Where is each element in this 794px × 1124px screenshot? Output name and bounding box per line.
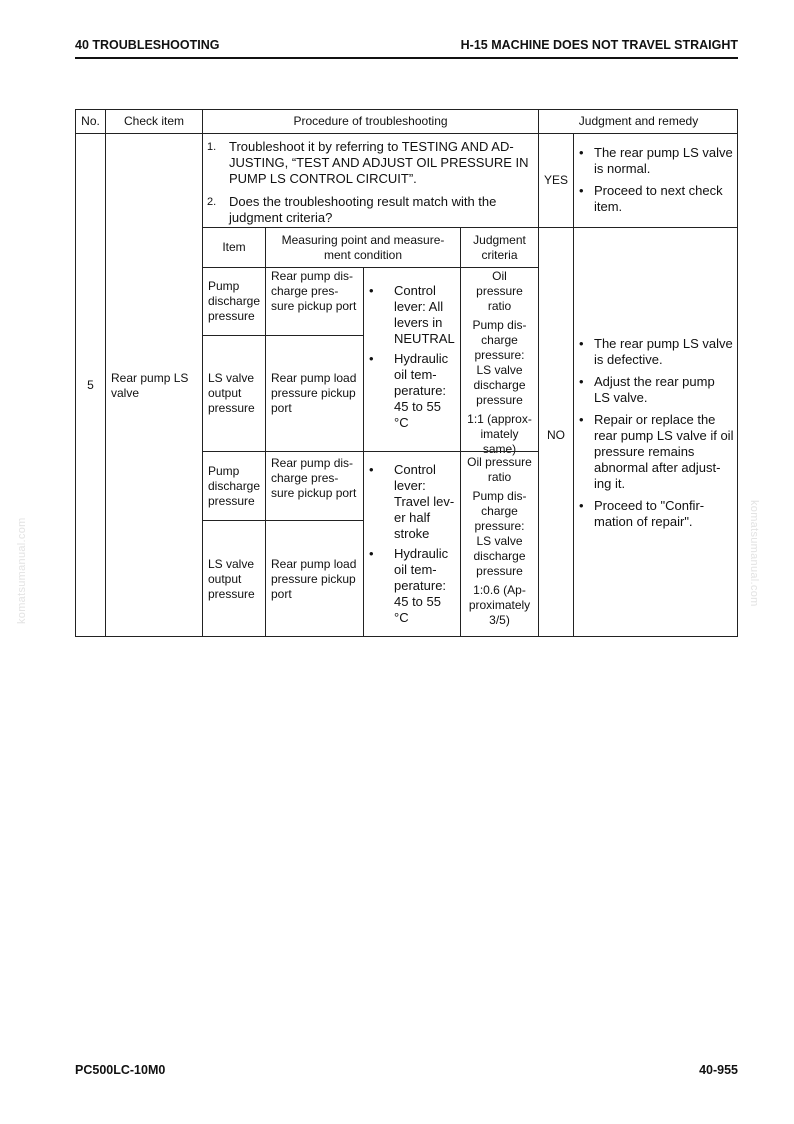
criteria-title: Oil pressure ratio (467, 455, 532, 484)
remedy-item: • The rear pump LS valve is normal. (574, 145, 734, 177)
condition-item: • Control lever: Travel lev-er half stroke (364, 462, 458, 542)
yes-label: YES (538, 133, 573, 227)
criteria-value: 1:0.6 (Ap-proximately 3/5) (468, 583, 531, 627)
no-label (538, 227, 573, 637)
no-remedy (573, 227, 738, 637)
header-no: No. (75, 109, 105, 133)
criteria-value: 1:1 (approx-imately same) (467, 412, 532, 456)
criteria-formula: Pump dis-charge pressure: LS valve discharge pressure (472, 489, 527, 578)
measure-point: Rear pump dis-charge pres-sure pickup port (265, 451, 363, 520)
page-header (75, 37, 738, 59)
measure-conditions (363, 451, 460, 637)
measure-point: Rear pump load pressure pickup port (265, 335, 363, 451)
remedy-item: • Proceed to next check item. (574, 183, 734, 215)
step-item: 1. Troubleshoot it by referring to TESTING AND AD-JUSTING, “TEST AND ADJUST OIL PRESSURE IN PUMP LS CONTROL CIRCUIT”. (207, 139, 529, 186)
check-item-cell (105, 133, 202, 637)
subheader-item: Item (202, 227, 265, 267)
watermark-right: komatsumanual.com (748, 500, 760, 607)
remedy-item: • Repair or replace the rear pump LS valve if oil pressure remains abnormal after adjust-ing it. (574, 412, 734, 492)
row-number: 5 (75, 133, 105, 637)
header-check-item: Check item (105, 109, 202, 133)
topic-title: H-15 MACHINE DOES NOT TRAVEL STRAIGHT (460, 38, 738, 52)
yes-remedy (573, 133, 738, 227)
measure-item: Pump discharge pressure (202, 451, 265, 520)
measure-conditions (363, 267, 460, 451)
criteria-formula: Pump dis-charge pressure: LS valve discharge pressure (472, 318, 527, 407)
measure-item: LS valve output pressure (202, 335, 265, 451)
procedure-steps (202, 133, 538, 227)
check-item-text: Rear pump LS valve (111, 370, 189, 400)
no-label-text: NO (547, 428, 565, 442)
remedy-item: • The rear pump LS valve is defective. (574, 336, 734, 368)
criteria-title: Oil pressure ratio (476, 269, 523, 313)
header-judgment: Judgment and remedy (538, 109, 738, 133)
remedy-item: • Proceed to "Confir-mation of repair". (574, 498, 734, 530)
measure-point: Rear pump dis-charge pres-sure pickup port (265, 267, 363, 335)
measure-item: Pump discharge pressure (202, 267, 265, 335)
watermark-left: komatsumanual.com (16, 517, 28, 624)
subheader-criteria: Judgment criteria (460, 227, 538, 267)
condition-item: • Hydraulic oil tem-perature: 45 to 55 °C (364, 546, 458, 626)
section-title: 40 TROUBLESHOOTING (75, 38, 220, 52)
subheader-measuring: Measuring point and measure-ment condition (265, 227, 460, 267)
measure-item: LS valve output pressure (202, 520, 265, 637)
judgment-criteria (460, 451, 538, 637)
condition-item: • Control lever: All levers in NEUTRAL (364, 283, 458, 347)
header-procedure: Procedure of troubleshooting (202, 109, 538, 133)
step-item: 2. Does the troubleshooting result match with the judgment criteria? (207, 194, 497, 225)
judgment-criteria (460, 267, 538, 456)
model-code: PC500LC-10M0 (75, 1063, 166, 1077)
condition-item: • Hydraulic oil tem-perature: 45 to 55 °C (364, 351, 458, 431)
measure-point: Rear pump load pressure pickup port (265, 520, 363, 637)
remedy-item: • Adjust the rear pump LS valve. (574, 374, 734, 406)
page-number: 40-955 (699, 1063, 738, 1077)
